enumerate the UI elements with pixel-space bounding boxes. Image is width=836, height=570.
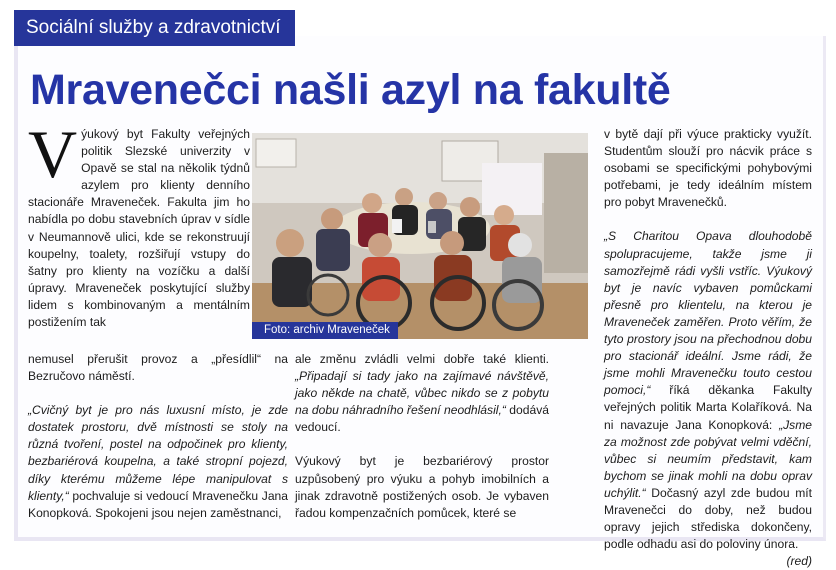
column-1-top bbox=[28, 116, 250, 331]
paragraph-barrier-free: Výukový byt je bezbariérový prostor uzpůsobený pro výuku a pohyb imobilních a jinak zdravotně postižených osob. Je vybaven řadou kompenzačních pomůcek, které se bbox=[295, 454, 549, 520]
drop-cap: V bbox=[28, 116, 78, 192]
quote-3-attribution: říká děkanka Fakulty veřejných politik Marta Kolaříková. Na ni navazuje Jana Konopková: bbox=[604, 383, 812, 432]
quote-1: „Cvičný byt je pro nás luxusní místo, je zde dostatek prostoru, dvě místnosti se stoly na různá tvoření, postel na odpočinek pro klienty, bezbariérová koupelna, a také stropní pojezd, díky kterému můžeme lépe manipulovat s klienty,“ bbox=[28, 403, 288, 503]
intro-text: ýukový byt Fakulty veřejných politik Slezské univerzity v Opavě se stal na několik týdnů azylem pro klienty denního stacionáře Mraveneček. Fakulta jim ho nabídla po dobu stavebních úprav v sídle v Neumannově ulici, kde se rekonstruují koupelny, toalety, rozšiřují vstupy do šatny pro klienty na vozíčku a další úpravy. Mraveneček poskytující služby lidem s kombinovaným a mentálním postižením tak bbox=[28, 127, 250, 330]
continuation-paragraph: nemusel přerušit provoz a „přesídlil“ na Bezručovo náměstí. bbox=[28, 352, 288, 384]
quote-paragraph-1 bbox=[28, 402, 288, 522]
section-label: Sociální služby a zdravotnictví bbox=[14, 10, 295, 46]
closing-text: Dočasný azyl zde budou mít Mravenečci do doby, než budou opravy jejich střediska dokončeny, podle odhadu asi do poloviny února. bbox=[604, 485, 812, 552]
paragraph-clients bbox=[295, 351, 549, 436]
quote-1-attribution: pochvaluje si vedoucí Mravenečku Jana Konopková. Spokojeni jsou nejen zaměstnanci, bbox=[28, 488, 288, 520]
quote-2-attribution: dodává vedoucí. bbox=[295, 403, 549, 435]
clients-text: ale změnu zvládli velmi dobře také klienti. bbox=[295, 352, 549, 366]
photo-illustration bbox=[252, 133, 588, 339]
column-2 bbox=[295, 351, 549, 522]
paragraph-dean bbox=[604, 228, 812, 569]
quote-3: „S Charitou Opava dlouhodobě spolupracujeme, takže jsme ji samozřejmě rádi vyšli vstříc. Výukový byt je navíc vybaven pomůckami přesně pro klientelu, na kterou je Mraveneček zaměřen. Proto věřím, že tyto prostory jsou na přechodnou dobu pro stacionář ideální. Jsme rádi, že jsme mohli Mravenečku touto cestou pomoci,“ bbox=[604, 229, 812, 398]
column-3 bbox=[604, 126, 812, 570]
paragraph-students: v bytě dají při výuce prakticky využít. Studentům slouží pro nácvik práce s osobami se specifickými pohybovými potřebami, je tedy ideálním místem pro pobyt Mravenečků. bbox=[604, 127, 812, 210]
column-1-bottom bbox=[28, 351, 288, 522]
photo-caption: Foto: archiv Mraveneček bbox=[252, 322, 398, 339]
article-photo bbox=[252, 133, 588, 339]
intro-paragraph bbox=[28, 116, 250, 331]
author-signature: (red) bbox=[786, 554, 812, 569]
quote-2: „Připadají si tady jako na zajímavé návštěvě, jako někde na chatě, vůbec nikdo se z pobytu na dobu náhradního řešení neodhlásil,“ bbox=[295, 369, 549, 418]
quote-4: „Jsme za možnost zde pobývat velmi vděční, vůbec si neumím představit, kam bychom se jinak mohli na dobu oprav uchýlit.“ bbox=[604, 417, 812, 500]
article-title: Mravenečci našli azyl na fakultě bbox=[30, 66, 671, 114]
